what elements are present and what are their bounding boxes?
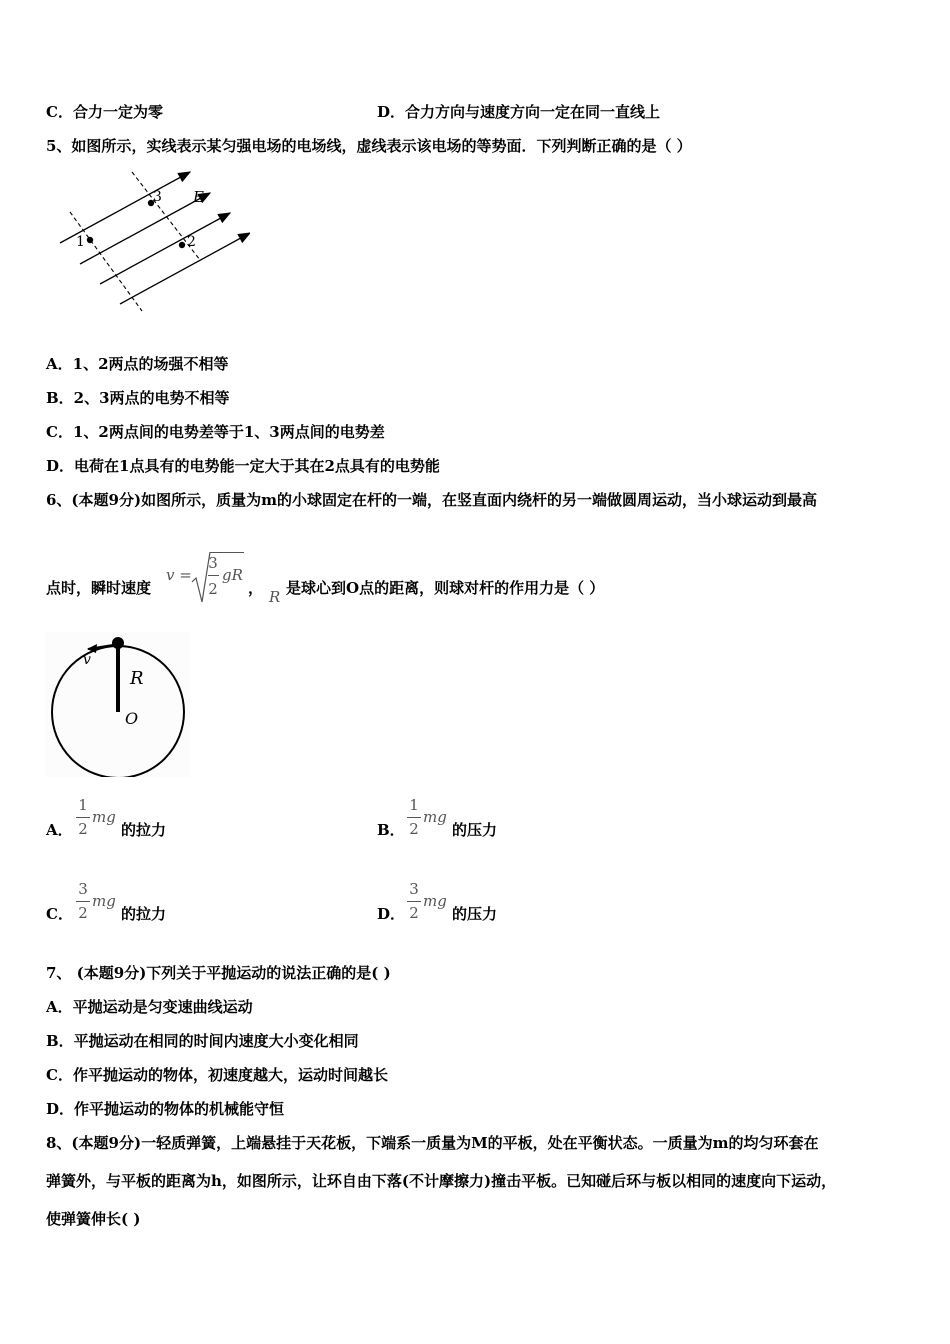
q6-option-a-letter: A． (46, 821, 73, 839)
q6-option-d-text: 的压力 (452, 905, 498, 923)
q4-option-c: C．合力一定为零 (46, 103, 163, 121)
q7-option-b: B．平抛运动在相同的时间内速度大小变化相同 (46, 1032, 359, 1050)
q7-stem: 7、 (本题9分)下列关于平抛运动的说法正确的是( ) (46, 964, 391, 982)
q6-stem-line1: 6、(本题9分)如图所示，质量为m的小球固定在杆的一端，在竖直面内绕杆的另一端做圆周运动，当小球运动到最高 (46, 491, 817, 509)
point-1 (87, 237, 93, 243)
formula-v: v = (166, 566, 192, 584)
formula-num: 3 (208, 554, 218, 572)
q5-option-d: D．电荷在1点具有的电势能一定大于其在2点具有的电势能 (46, 457, 440, 475)
q5-option-c: C．1、2两点间的电势差等于1、3两点间的电势差 (46, 423, 385, 441)
formula-den: 2 (208, 580, 218, 598)
q6-option-b-fraction: 1 2 mg (407, 796, 451, 842)
q6-option-c-letter: C． (46, 905, 73, 923)
label-r: R (130, 668, 144, 689)
field-line (100, 213, 230, 284)
q6-option-d-letter: D． (377, 905, 406, 923)
q7-option-d: D．作平抛运动的物体的机械能守恒 (46, 1100, 285, 1118)
formula-r: R (269, 588, 281, 606)
label-o: O (125, 709, 139, 728)
label-2: 2 (187, 234, 196, 250)
q5-option-a: A．1、2两点的场强不相等 (46, 355, 229, 373)
q6-stem-suffix: 是球心到O点的距离，则球对杆的作用力是（ ） (286, 579, 605, 597)
q6-option-c-fraction: 3 2 mg (76, 880, 120, 926)
q6-option-a-fraction: 1 2 mg (76, 796, 120, 842)
label-v: v (83, 652, 91, 668)
q8-line2: 弹簧外，与平板的距离为h，如图所示，让环自由下落(不计摩擦力)撞击平板。已知碰后环与板以相同的速度向下运动， (46, 1172, 837, 1190)
field-line (120, 233, 250, 304)
velocity-formula (164, 548, 254, 608)
ball (112, 637, 124, 649)
q6-stem-prefix: 点时，瞬时速度 (46, 579, 152, 597)
q6-option-c-text: 的拉力 (121, 905, 167, 923)
q6-option-a-text: 的拉力 (121, 821, 167, 839)
label-3: 3 (153, 189, 162, 205)
label-1: 1 (76, 234, 85, 250)
label-e: E (193, 188, 204, 206)
q5-electric-field-figure (50, 168, 250, 318)
equipotential-line (70, 212, 142, 311)
q4-option-d: D．合力方向与速度方向一定在同一直线上 (377, 103, 661, 121)
q8-line3: 使弹簧伸长( ) (46, 1210, 141, 1228)
formula-gr: gR (222, 566, 243, 584)
q5-stem: 5、如图所示，实线表示某匀强电场的电场线，虚线表示该电场的等势面．下列判断正确的是（ ） (46, 137, 692, 155)
q7-option-a: A．平抛运动是匀变速曲线运动 (46, 998, 253, 1016)
q6-option-b-letter: B． (377, 821, 405, 839)
q6-option-d-fraction: 3 2 mg (407, 880, 451, 926)
q6-option-b-text: 的压力 (452, 821, 498, 839)
q8-line1: 8、(本题9分)一轻质弹簧，上端悬挂于天花板，下端系一质量为M的平板，处在平衡状态。一质量为m的均匀环套在 (46, 1134, 819, 1152)
point-2 (179, 242, 185, 248)
q5-option-b: B．2、3两点的电势不相等 (46, 389, 230, 407)
field-line (60, 172, 190, 243)
q6-comma: ， (248, 579, 264, 597)
q7-option-c: C．作平抛运动的物体，初速度越大，运动时间越长 (46, 1066, 388, 1084)
q6-circular-motion-figure (45, 632, 190, 777)
